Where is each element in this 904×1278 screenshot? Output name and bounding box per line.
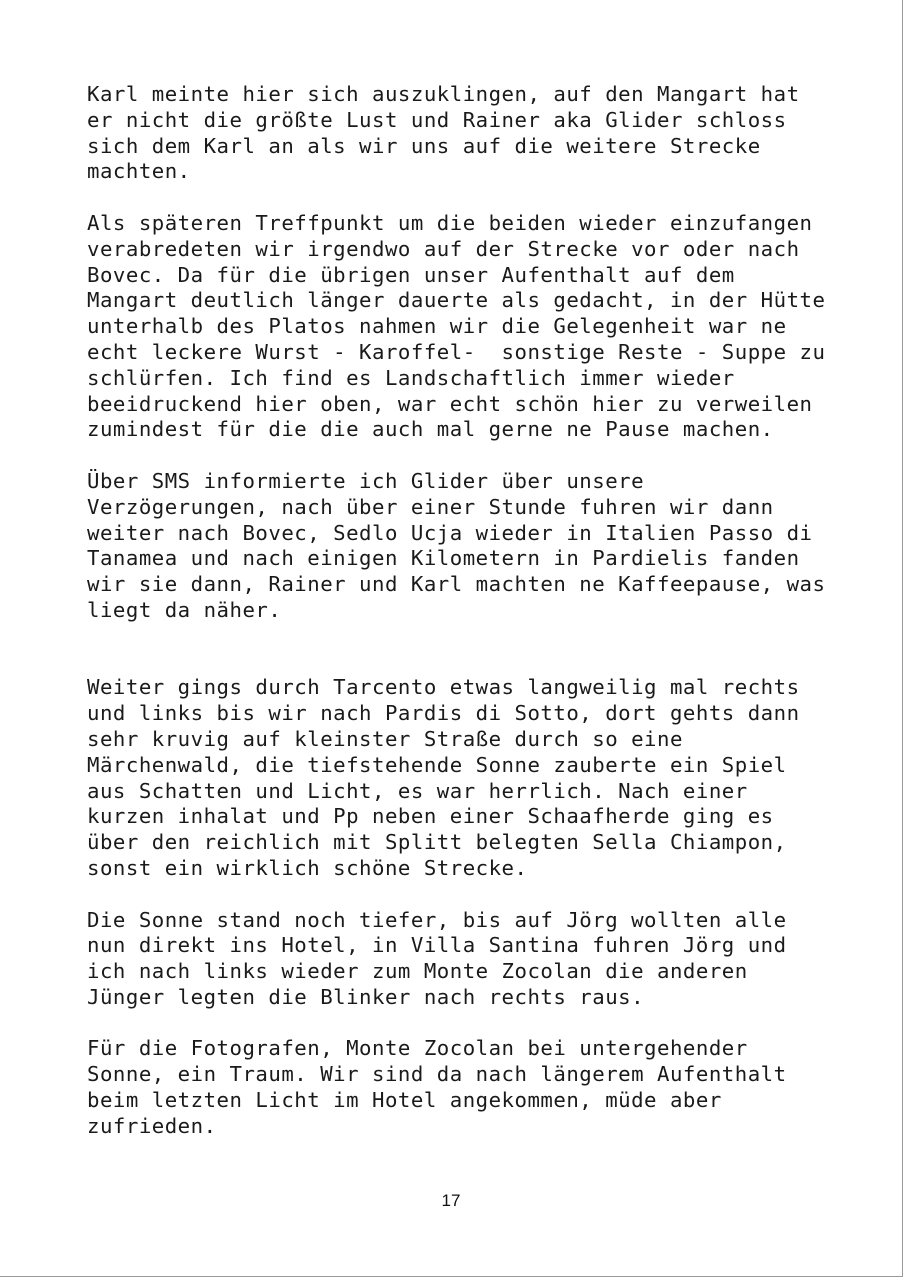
- paragraph-spacer: [87, 185, 847, 211]
- text-line: Tanamea und nach einigen Kilometern in Pardielis fanden: [87, 546, 800, 571]
- text-line: über den reichlich mit Splitt belegten Sella Chiampon,: [87, 830, 787, 855]
- text-line: beim letzten Licht im Hotel angekommen, müde aber: [87, 1088, 722, 1113]
- body-text: [87, 82, 847, 1140]
- text-line: ich nach links wieder zum Monte Zocolan die anderen: [87, 959, 748, 984]
- text-line: und links bis wir nach Pardis di Sotto, dort gehts dann: [87, 701, 800, 726]
- text-line: Märchenwald, die tiefstehende Sonne zauberte ein Spiel: [87, 752, 787, 777]
- text-line: Über SMS informierte ich Glider über unsere: [87, 468, 645, 493]
- paragraph-2: [87, 211, 847, 443]
- paragraph-5: [87, 908, 847, 1011]
- paragraph-spacer: [87, 443, 847, 469]
- text-line: Jünger legten die Blinker nach rechts raus.: [87, 984, 645, 1009]
- text-line: sich dem Karl an als wir uns auf die weitere Strecke: [87, 133, 761, 158]
- text-line: unterhalb des Platos nahmen wir die Gelegenheit war ne: [87, 314, 787, 339]
- text-line: Für die Fotografen, Monte Zocolan bei untergehender: [87, 1036, 748, 1061]
- text-line: er nicht die größte Lust und Rainer aka Glider schloss: [87, 107, 787, 132]
- text-line: Karl meinte hier sich auszuklingen, auf den Mangart hat: [87, 82, 800, 106]
- text-line: sehr kruvig auf kleinster Straße durch so eine: [87, 726, 683, 751]
- text-line: Als späteren Treffpunkt um die beiden wieder einzufangen: [87, 210, 813, 235]
- paragraph-4: [87, 675, 847, 881]
- text-line: beeidruckend hier oben, war echt schön hier zu verweilen: [87, 391, 813, 416]
- paragraph-3: [87, 469, 847, 624]
- text-line: liegt da näher.: [87, 597, 282, 622]
- paragraph-6: [87, 1036, 847, 1139]
- text-line: zufrieden.: [87, 1113, 217, 1138]
- text-line: aus Schatten und Licht, es war herrlich. Nach einer: [87, 778, 748, 803]
- text-line: Die Sonne stand noch tiefer, bis auf Jörg wollten alle: [87, 907, 787, 932]
- text-line: machten.: [87, 159, 191, 184]
- text-line: schlürfen. Ich find es Landschaftlich immer wieder: [87, 365, 735, 390]
- text-line: kurzen inhalat und Pp neben einer Schaafherde ging es: [87, 804, 774, 829]
- text-line: sonst ein wirklich schöne Strecke.: [87, 855, 528, 880]
- paragraph-spacer: [87, 1011, 847, 1037]
- text-line: Verzögerungen, nach über einer Stunde fuhren wir dann: [87, 494, 774, 519]
- text-line: echt leckere Wurst - Karoffel- sonstige Reste - Suppe zu: [87, 339, 826, 364]
- text-line: verabredeten wir irgendwo auf der Strecke vor oder nach: [87, 236, 800, 261]
- text-line: nun direkt ins Hotel, in Villa Santina fuhren Jörg und: [87, 933, 787, 958]
- text-line: weiter nach Bovec, Sedlo Ucja wieder in Italien Passo di: [87, 520, 813, 545]
- text-line: wir sie dann, Rainer und Karl machten ne Kaffeepause, was: [87, 572, 826, 597]
- text-line: Bovec. Da für die übrigen unser Aufenthalt auf dem: [87, 262, 735, 287]
- paragraph-spacer: [87, 624, 847, 676]
- text-line: Mangart deutlich länger dauerte als gedacht, in der Hütte: [87, 288, 826, 313]
- page-number: 17: [441, 1191, 461, 1210]
- text-line: Weiter gings durch Tarcento etwas langweilig mal rechts: [87, 675, 800, 700]
- text-line: zumindest für die die auch mal gerne ne Pause machen.: [87, 417, 774, 442]
- paragraph-1: [87, 82, 847, 185]
- text-line: Sonne, ein Traum. Wir sind da nach längerem Aufenthalt: [87, 1062, 787, 1087]
- paragraph-spacer: [87, 882, 847, 908]
